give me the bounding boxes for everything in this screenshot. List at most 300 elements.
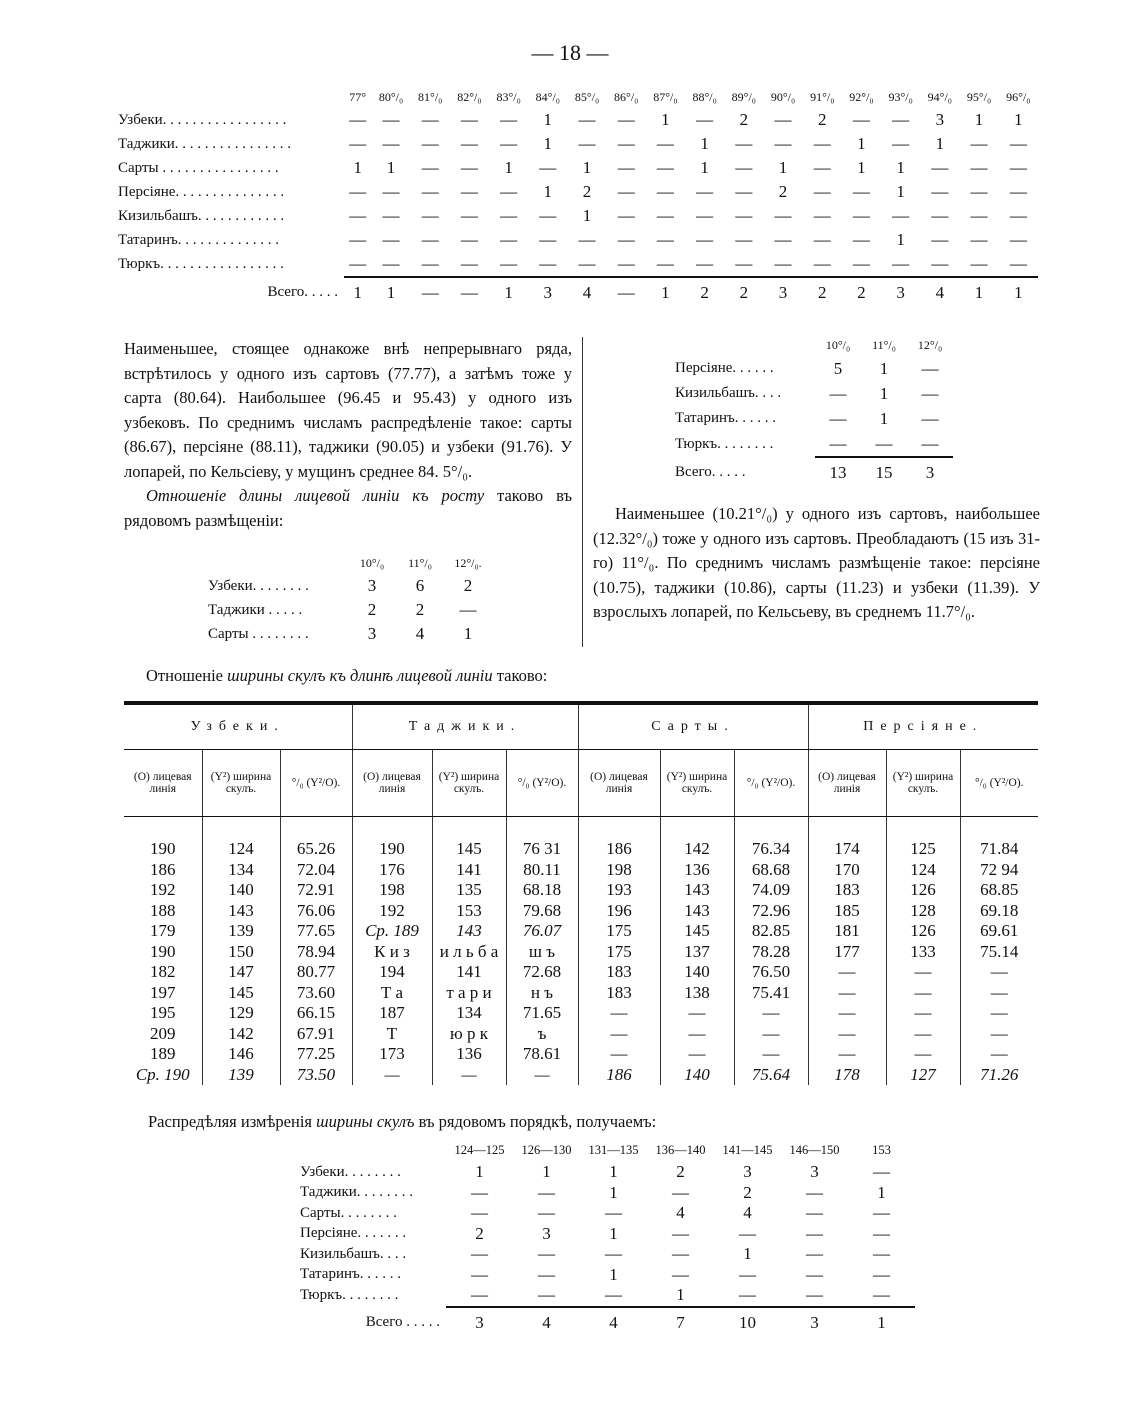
- table-cell: 134: [432, 1003, 506, 1024]
- table-cell: 2: [778, 182, 788, 201]
- table-cell: —: [774, 134, 792, 153]
- table-cell: 80.11: [506, 860, 578, 881]
- table-cell: —: [382, 254, 400, 273]
- table-cell: 133: [886, 942, 960, 963]
- row-label: Персіяне. . . . . . . . . . . . . . .: [118, 183, 285, 200]
- table-cell: 186: [150, 859, 176, 879]
- table-cell: —: [739, 1264, 756, 1284]
- table-cell: 4: [580, 1307, 647, 1338]
- table-cell: 1: [646, 277, 685, 308]
- subheader: (O) лицевая линія: [124, 750, 202, 817]
- column-header: 96°/₀: [1006, 89, 1031, 104]
- table-cell: —: [617, 134, 635, 153]
- table-cell: —: [471, 1182, 488, 1202]
- row-label: Татаринъ. . . . . . . . . . . . . .: [118, 231, 280, 248]
- table-cell: —: [1009, 182, 1027, 201]
- table-cell: 176: [352, 860, 432, 881]
- table-cell: 1: [999, 277, 1038, 308]
- table-cell: —: [349, 254, 367, 273]
- table-cell: 190: [352, 839, 432, 860]
- table-cell: 128: [886, 901, 960, 922]
- table-cell: —: [672, 1244, 689, 1264]
- table-cell: 181: [808, 921, 886, 942]
- table-cell: —: [617, 158, 635, 177]
- table-cell: —: [538, 1264, 555, 1284]
- table-cell: —: [607, 277, 646, 308]
- table-cell: —: [852, 182, 870, 201]
- table-cell: 75.14: [960, 942, 1038, 963]
- table-cell: —: [806, 1244, 823, 1264]
- table-cell: 1: [609, 1162, 618, 1182]
- table-cell: —: [460, 134, 478, 153]
- table-cell: 135: [432, 880, 506, 901]
- paragraph-text: таково въ рядовомъ размѣщеніи:: [124, 486, 572, 530]
- table-cell: 4: [920, 277, 959, 308]
- table-cell: —: [873, 1203, 890, 1223]
- column-header: 136—140: [655, 1142, 706, 1157]
- table-cell: 5: [833, 358, 843, 378]
- column-header: 89°/₀: [731, 89, 756, 104]
- table-cell: 178: [808, 1065, 886, 1086]
- table-cell: 145: [660, 921, 734, 942]
- table-cell: —: [578, 1003, 660, 1024]
- table-cell: —: [578, 230, 596, 249]
- table-cell: 2: [743, 1182, 752, 1202]
- table-cell: —: [886, 983, 960, 1004]
- table-cell: —: [471, 1203, 488, 1223]
- table-cell: 185: [808, 901, 886, 922]
- table-cell: —: [672, 1264, 689, 1284]
- table-row: [124, 839, 1038, 860]
- caption-text: Распредѣляя измѣренія: [148, 1112, 317, 1131]
- table-cell: —: [813, 206, 831, 225]
- table-cell: —: [806, 1285, 823, 1305]
- table-cell: 76 31: [506, 839, 578, 860]
- table-cell: 4: [513, 1307, 580, 1338]
- group-header-row: [124, 703, 1038, 750]
- subheader: (Y²) ширина скулъ.: [886, 750, 960, 817]
- table-cell: ъ: [506, 1024, 578, 1045]
- table-cell: 174: [808, 839, 886, 860]
- table-cell: —: [617, 206, 635, 225]
- table-cell: 2: [842, 277, 881, 308]
- table-cell: —: [352, 1065, 432, 1086]
- table-cell: —: [875, 433, 893, 453]
- table-cell: 142: [660, 839, 734, 860]
- table-cell: —: [696, 206, 714, 225]
- row-label: Таджики . . . . .: [208, 601, 303, 618]
- table-cell: 186: [578, 839, 660, 860]
- table-row: [300, 1162, 915, 1183]
- table-cell: 143: [202, 901, 280, 922]
- table-cell: 71.65: [506, 1003, 578, 1024]
- table-row: [208, 598, 492, 622]
- table-cell: 139: [202, 921, 280, 942]
- table-cell: 82.85: [734, 921, 808, 942]
- table-cell: 1: [386, 158, 396, 177]
- table-cell: 78.28: [734, 942, 808, 963]
- table-cell: —: [471, 1285, 488, 1305]
- table-cell: 68.18: [506, 880, 578, 901]
- table-cell: 76.34: [734, 839, 808, 860]
- table-cell: 1: [371, 277, 410, 308]
- table-cell: 134: [202, 860, 280, 881]
- table-cell: —: [774, 110, 792, 129]
- table-cell: 1: [582, 206, 592, 225]
- table-cell: —: [656, 158, 674, 177]
- table-cell: 190: [150, 941, 176, 961]
- table-cell: 1: [896, 230, 905, 249]
- table-cell: —: [672, 1223, 689, 1243]
- table-cell: 138: [660, 983, 734, 1004]
- table-cell: 10: [714, 1307, 781, 1338]
- column-header: 84°/₀: [535, 89, 560, 104]
- row-label: Тюркъ. . . . . . . .: [675, 435, 774, 452]
- table-row: [124, 983, 1038, 1004]
- table-cell: 2: [817, 110, 827, 129]
- table-cell: —: [1009, 254, 1027, 273]
- table-caption: [148, 1112, 656, 1132]
- table-cell: 1: [935, 134, 945, 153]
- table-cell: 1: [609, 1264, 618, 1284]
- table-cell: —: [539, 230, 557, 249]
- average-row: [124, 1065, 1038, 1086]
- table-row: [300, 1203, 915, 1224]
- paragraph-text: Наименьшее, стоящее однакоже внѣ непрерывнаго ряда, встрѣтилось у одного изъ сартовъ (77.77), а затѣмъ тоже у сарта (80.64). Наибольшее (96.45 и 95.43) у одного изъ узбековъ. По среднимъ числамъ распредѣленіе такое: сарты (86.67), персіяне (88.11), таджики (90.05) и узбеки (91.76). У лопарей, по Кельсіеву, у мущинъ среднее 84. 5°/₀.: [124, 339, 572, 481]
- table-cell: —: [829, 408, 847, 428]
- table-cell: —: [349, 110, 367, 129]
- table-cell: —: [421, 206, 439, 225]
- table-cell: —: [921, 358, 939, 378]
- table-cell: 175: [578, 921, 660, 942]
- table-cell: 4: [567, 277, 606, 308]
- table-cell: 1: [879, 358, 889, 378]
- column-header: 85°/₀: [574, 89, 600, 104]
- table-cell: 72.96: [734, 901, 808, 922]
- table-cell: —: [886, 1024, 960, 1045]
- table-row: [124, 901, 1038, 922]
- table-cell: 3: [935, 110, 945, 129]
- table-cell: —: [735, 158, 753, 177]
- table-cell: 147: [202, 962, 280, 983]
- table-cell: 73.60: [280, 983, 352, 1004]
- table-cell: —: [808, 1003, 886, 1024]
- table-cell: —: [506, 1065, 578, 1086]
- table-cell: —: [578, 134, 596, 153]
- table-row: [300, 1244, 915, 1265]
- table-cell: 68.85: [960, 880, 1038, 901]
- table-cell: 139: [202, 1065, 280, 1086]
- table-row: [208, 622, 492, 646]
- table-cell: 183: [808, 880, 886, 901]
- table-cell: —: [808, 983, 886, 1004]
- table-cell: 190: [150, 839, 176, 859]
- table-cell: —: [960, 983, 1038, 1004]
- table-cell: 136: [432, 1044, 506, 1065]
- column-header: 90°/₀: [770, 89, 796, 104]
- table-cell: 1: [877, 1182, 886, 1202]
- paragraph-left: [124, 337, 572, 533]
- table-cell: 78.94: [280, 942, 352, 963]
- table-cell: —: [421, 134, 439, 153]
- table-cell: —: [656, 206, 674, 225]
- total-row: [118, 277, 1038, 308]
- group-header: Персіяне.: [808, 703, 1038, 750]
- table-cell: —: [500, 134, 518, 153]
- table-cell: 80.77: [280, 962, 352, 983]
- table-cell: 182: [150, 962, 176, 982]
- table-cell: —: [696, 182, 714, 201]
- row-label: Узбеки. . . . . . . . . . . . . . . . .: [118, 111, 287, 128]
- table-cell: —: [1009, 230, 1027, 249]
- caption-italic: ширины скулъ къ длинѣ лицевой линіи: [227, 666, 493, 685]
- table-cell: 13: [815, 457, 861, 488]
- table-cell: ш ъ: [506, 942, 578, 963]
- table-cell: Т а: [352, 983, 432, 1004]
- table-cell: 186: [578, 1065, 660, 1086]
- table-header-row: [118, 86, 1038, 108]
- table-cell: —: [931, 230, 949, 249]
- table-cell: —: [970, 134, 988, 153]
- column-header: 10°/₀: [359, 555, 385, 570]
- table-cell: 75.64: [734, 1065, 808, 1086]
- table-cell: 1: [848, 1307, 915, 1338]
- table-cell: —: [806, 1203, 823, 1223]
- table-cell: —: [411, 277, 450, 308]
- table-cell: 15: [861, 457, 907, 488]
- table-cell: —: [660, 1044, 734, 1065]
- table-row: [124, 962, 1038, 983]
- table-cell: 188: [150, 900, 176, 920]
- table-cell: —: [886, 1044, 960, 1065]
- table-cell: —: [921, 408, 939, 428]
- table-cell: 1: [879, 408, 889, 428]
- table-cell: 193: [578, 880, 660, 901]
- table-cell: 77.25: [280, 1044, 352, 1065]
- table-cell: 2: [475, 1223, 484, 1243]
- table-cell: —: [892, 254, 910, 273]
- column-header: 77°: [349, 89, 367, 104]
- table-cell: —: [806, 1264, 823, 1284]
- table-cell: 3: [810, 1162, 819, 1182]
- table-header-row: [675, 334, 953, 356]
- table-cell: 77.65: [280, 921, 352, 942]
- table-cell: 2: [582, 182, 592, 201]
- total-label: Всего . . . . .: [365, 1313, 440, 1330]
- table-cell: —: [617, 182, 635, 201]
- table-cell: —: [1009, 206, 1027, 225]
- table-cell: —: [774, 254, 792, 273]
- table-row: [118, 180, 1038, 204]
- column-header: 80°/₀: [378, 89, 404, 104]
- table-cell: 3: [542, 1223, 551, 1243]
- subheader: °/₀ (Y²/O).: [734, 750, 808, 817]
- table-cell: 3: [907, 457, 953, 488]
- subheader: (Y²) ширина скулъ.: [660, 750, 734, 817]
- table-cell: —: [349, 230, 367, 249]
- table-cell: 194: [352, 962, 432, 983]
- table-cell: 183: [578, 983, 660, 1004]
- table-cell: 136: [660, 860, 734, 881]
- column-header: 126—130: [521, 1142, 572, 1157]
- table-cell: —: [500, 230, 518, 249]
- column-header: 86°/₀: [614, 89, 639, 104]
- table-cell: —: [696, 230, 714, 249]
- table-row: [300, 1285, 915, 1307]
- cheekbone-distribution-table: [300, 1138, 915, 1338]
- table-cell: —: [660, 1024, 734, 1045]
- table-cell: 192: [352, 901, 432, 922]
- table-cell: —: [500, 110, 518, 129]
- table-cell: 3: [446, 1307, 513, 1338]
- table-cell: —: [873, 1264, 890, 1284]
- table-cell: 2: [676, 1162, 685, 1182]
- table-cell: —: [1009, 158, 1027, 177]
- table-cell: —: [960, 1044, 1038, 1065]
- table-cell: —: [500, 254, 518, 273]
- table-cell: 72.68: [506, 962, 578, 983]
- column-header: 87°/₀: [653, 89, 678, 104]
- table-cell: —: [852, 110, 870, 129]
- subheader: (Y²) ширина скулъ.: [202, 750, 280, 817]
- table-cell: 72.04: [280, 860, 352, 881]
- table-cell: —: [921, 433, 939, 453]
- table-cell: 1: [609, 1223, 618, 1243]
- table-cell: 78.61: [506, 1044, 578, 1065]
- table-cell: —: [578, 254, 596, 273]
- table-cell: —: [873, 1285, 890, 1305]
- table-cell: 68.68: [734, 860, 808, 881]
- table-cell: —: [382, 206, 400, 225]
- table-cell: 170: [808, 860, 886, 881]
- table-row: [124, 860, 1038, 881]
- row-label: Татаринъ. . . . . .: [675, 410, 777, 426]
- table-cell: —: [578, 110, 596, 129]
- table-cell: —: [970, 206, 988, 225]
- table-cell: —: [460, 110, 478, 129]
- table-cell: 195: [150, 1003, 176, 1023]
- table-cell: 1: [879, 383, 889, 403]
- table-cell: 153: [432, 901, 506, 922]
- table-cell: 187: [352, 1003, 432, 1024]
- table-cell: 2: [724, 277, 763, 308]
- row-label: Тюркъ. . . . . . . . . . . . . . . . .: [118, 256, 284, 272]
- table-cell: —: [739, 1223, 756, 1243]
- table-cell: —: [578, 1024, 660, 1045]
- table-cell: 197: [150, 982, 176, 1002]
- table-header-row: [208, 552, 492, 574]
- table-cell: 143: [660, 901, 734, 922]
- table-cell: —: [931, 254, 949, 273]
- table-cell: 1: [676, 1285, 685, 1305]
- table-cell: —: [813, 134, 831, 153]
- page-number: — 18 —: [531, 40, 609, 65]
- table-cell: 2: [739, 110, 749, 129]
- table-cell: 142: [202, 1024, 280, 1045]
- table-cell: —: [774, 230, 792, 249]
- table-cell: —: [460, 182, 478, 201]
- table-row: [118, 108, 1038, 132]
- table-cell: 66.15: [280, 1003, 352, 1024]
- table-caption: [146, 666, 547, 686]
- table-cell: 1: [609, 1182, 618, 1202]
- group-header: Таджики.: [352, 703, 578, 750]
- table-cell: 1: [475, 1162, 484, 1182]
- table-cell: 1: [857, 134, 866, 153]
- table-cell: 127: [886, 1065, 960, 1086]
- table-cell: 124: [886, 860, 960, 881]
- table-row: [300, 1265, 915, 1286]
- table-cell: 143: [660, 880, 734, 901]
- table-cell: К и з: [352, 942, 432, 963]
- table-cell: —: [852, 206, 870, 225]
- table-cell: ю р к: [432, 1024, 506, 1045]
- subheader: (Y²) ширина скулъ.: [432, 750, 506, 817]
- table-cell: 1: [353, 158, 362, 177]
- table-cell: 75.41: [734, 983, 808, 1004]
- table-cell: —: [735, 134, 753, 153]
- subheader: (O) лицевая линія: [808, 750, 886, 817]
- table-cell: —: [349, 182, 367, 201]
- table-cell: —: [873, 1244, 890, 1264]
- table-cell: 1: [582, 158, 592, 177]
- table-cell: 7: [647, 1307, 714, 1338]
- face-line-percent-table: [118, 86, 1038, 308]
- table-row: [675, 381, 953, 406]
- table-cell: 125: [886, 839, 960, 860]
- table-cell: —: [421, 110, 439, 129]
- subheader-row: [124, 750, 1038, 817]
- table-cell: —: [960, 1003, 1038, 1024]
- table-cell: —: [617, 230, 635, 249]
- table-cell: 69.61: [960, 921, 1038, 942]
- column-header: 124—125: [454, 1142, 505, 1157]
- table-cell: 198: [578, 860, 660, 881]
- table-cell: Ср. 190: [135, 1064, 190, 1084]
- column-header: 12°/₀.: [454, 555, 482, 570]
- table-cell: 3: [367, 624, 377, 643]
- table-cell: 126: [886, 880, 960, 901]
- table-cell: 145: [202, 983, 280, 1004]
- table-cell: —: [538, 1244, 555, 1264]
- table-cell: —: [735, 254, 753, 273]
- table-row: [675, 431, 953, 457]
- table-cell: —: [421, 182, 439, 201]
- total-label: Всего. . . . .: [267, 284, 338, 300]
- table-cell: т а р и: [432, 983, 506, 1004]
- caption-text: таково:: [492, 666, 548, 685]
- table-cell: —: [538, 1182, 555, 1202]
- table-cell: 1: [778, 158, 788, 177]
- table-cell: —: [382, 230, 400, 249]
- table-cell: 124: [202, 839, 280, 860]
- table-row: [300, 1183, 915, 1204]
- table-cell: —: [970, 182, 988, 201]
- table-cell: 6: [415, 576, 425, 595]
- table-cell: 2: [463, 576, 473, 595]
- table-cell: —: [349, 206, 367, 225]
- table-cell: 189: [150, 1044, 176, 1064]
- table-cell: —: [960, 1024, 1038, 1045]
- table-cell: —: [539, 206, 557, 225]
- table-cell: 173: [352, 1044, 432, 1065]
- table-cell: 1: [959, 277, 998, 308]
- caption-text: въ рядовомъ порядкѣ, получаемъ:: [414, 1112, 657, 1131]
- column-header: 95°/₀: [966, 89, 992, 104]
- table-cell: 140: [660, 962, 734, 983]
- table-cell: —: [931, 158, 949, 177]
- row-label: Кизильбашъ. . . . . . . . . . . .: [118, 207, 285, 224]
